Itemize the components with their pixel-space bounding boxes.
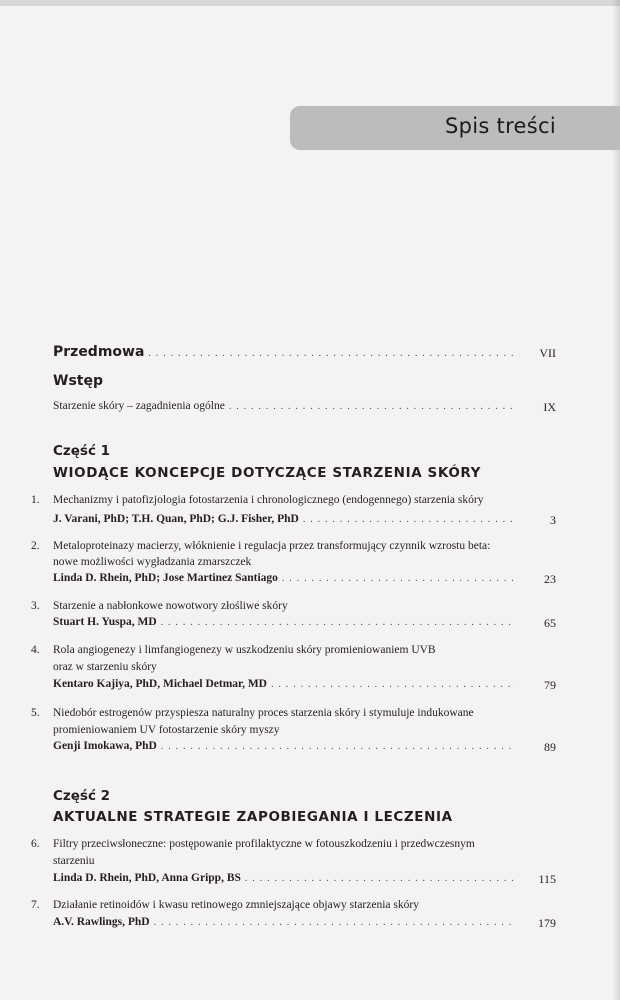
chapter-number: 1.	[31, 494, 40, 506]
chapter-authors: Genji Imokawa, PhD	[53, 740, 157, 752]
toc-entry-chapter-7[interactable]	[53, 916, 518, 928]
part-title: WIODĄCE KONCEPCJE DOTYCZĄCE STARZENIA SKÓRY	[53, 465, 482, 481]
toc-entry-wstep[interactable]	[53, 400, 518, 412]
chapter-number: 4.	[31, 644, 40, 656]
page-number: 65	[544, 616, 556, 630]
entry-title-wstep: Wstęp	[53, 373, 103, 389]
page-number: 89	[544, 740, 556, 754]
dot-leader	[245, 873, 516, 884]
toc-entry-chapter-3[interactable]	[53, 616, 518, 628]
chapter-authors: Linda D. Rhein, PhD; Jose Martinez Santiago	[53, 572, 278, 584]
chapter-authors: Stuart H. Yuspa, MD	[53, 616, 157, 628]
page-title: Spis treści	[444, 114, 556, 138]
chapter-number: 3.	[31, 600, 40, 612]
page-number: 3	[550, 513, 556, 527]
dot-leader	[303, 514, 516, 525]
chapter-authors: A.V. Rawlings, PhD	[53, 916, 150, 928]
chapter-number: 7.	[31, 899, 40, 911]
toc-entry-przedmowa[interactable]	[53, 344, 518, 360]
page-top-edge	[0, 0, 620, 6]
dot-leader	[161, 617, 516, 628]
chapter-title: Mechanizmy i patofizjologia fotostarzenia i chronologicznego (endogennego) starzenia skóry	[53, 494, 484, 506]
chapter-title: Rola angiogenezy i limfangiogenezy w uszkodzeniu skóry promieniowaniem UVB	[53, 644, 436, 656]
chapter-number: 6.	[31, 838, 40, 850]
page-number: 23	[544, 572, 556, 586]
chapter-number: 5.	[31, 707, 40, 719]
dot-leader	[229, 401, 516, 412]
part-title: AKTUALNE STRATEGIE ZAPOBIEGANIA I LECZENIA	[53, 809, 453, 825]
chapter-title: Działanie retinoidów i kwasu retinowego zmniejszające objawy starzenia skóry	[53, 899, 419, 911]
chapter-title: Filtry przeciwsłoneczne: postępowanie profilaktyczne w fotouszkodzeniu i przedwczesnym	[53, 838, 475, 850]
entry-title: Przedmowa	[53, 344, 145, 360]
dot-leader	[148, 348, 516, 359]
chapter-title-cont: oraz w starzeniu skóry	[53, 661, 157, 673]
chapter-title-cont: starzeniu	[53, 855, 95, 867]
chapter-title-cont: promieniowaniem UV fotostarzenie skóry myszy	[53, 724, 280, 736]
toc-entry-chapter-1[interactable]	[53, 513, 518, 525]
chapter-title: Metaloproteinazy macierzy, włóknienie i regulacja przez transformujący czynnik wzrostu beta:	[53, 540, 491, 552]
chapter-title-cont: nowe możliwości wygładzania zmarszczek	[53, 556, 252, 568]
dot-leader	[271, 679, 516, 690]
chapter-authors: J. Varani, PhD; T.H. Quan, PhD; G.J. Fisher, PhD	[53, 513, 299, 525]
dot-leader	[282, 573, 516, 584]
toc-title-tab	[290, 106, 620, 150]
page-binding-shadow	[612, 0, 620, 1000]
dot-leader	[161, 741, 516, 752]
page-number: 179	[538, 916, 556, 930]
toc-entry-chapter-2[interactable]	[53, 572, 518, 584]
chapter-title: Starzenie a nabłonkowe nowotwory złośliwe skóry	[53, 600, 288, 612]
page-number: VII	[539, 346, 556, 360]
chapter-authors: Linda D. Rhein, PhD, Anna Gripp, BS	[53, 872, 241, 884]
part-label: Część 2	[53, 788, 111, 804]
page-number: 115	[538, 872, 556, 886]
chapter-authors: Kentaro Kajiya, PhD, Michael Detmar, MD	[53, 678, 267, 690]
chapter-number: 2.	[31, 540, 40, 552]
toc-entry-chapter-5[interactable]	[53, 740, 518, 752]
chapter-title: Niedobór estrogenów przyspiesza naturalny proces starzenia skóry i stymuluje indukowane	[53, 707, 474, 719]
toc-entry-chapter-4[interactable]	[53, 678, 518, 690]
toc-entry-chapter-6[interactable]	[53, 872, 518, 884]
dot-leader	[154, 917, 516, 928]
page-number: IX	[543, 400, 556, 414]
page-number: 79	[544, 678, 556, 692]
entry-subtitle: Starzenie skóry – zagadnienia ogólne	[53, 400, 225, 412]
part-label: Część 1	[53, 443, 111, 459]
